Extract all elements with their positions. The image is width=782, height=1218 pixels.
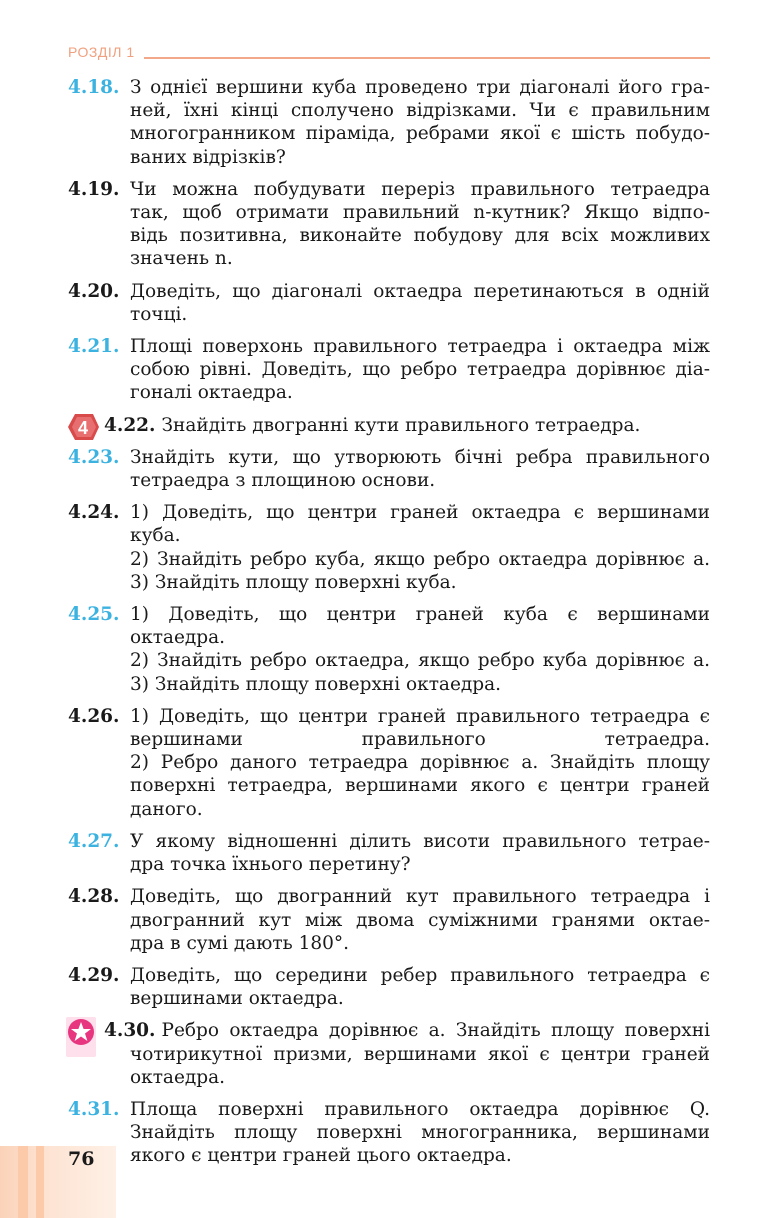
difficulty-level-icon — [66, 412, 100, 442]
text-line: 3) Знайдіть площу поверхні октаедра. — [130, 673, 502, 695]
problem-number: 4.18. — [68, 77, 120, 98]
problem-4-29 — [68, 964, 710, 1010]
problem-4-26 — [68, 705, 710, 821]
text-line: вершинами правильного тетраедра. — [130, 729, 710, 751]
text-line: 1) Доведіть, що центри граней куба є вершинами октаедра. — [130, 604, 710, 649]
problem-text — [130, 964, 710, 1010]
text-line: даного. — [130, 798, 203, 820]
problem-4-25 — [68, 603, 710, 696]
section-label: РОЗДІЛ 1 — [68, 44, 135, 60]
text-line: точці. — [130, 303, 188, 325]
problem-text — [130, 603, 710, 696]
problem-4-30 — [68, 1019, 710, 1089]
problem-text — [130, 280, 710, 326]
text-line: Знайдіть кути, що утворюють бічні ребра правильного — [130, 446, 710, 468]
problem-4-24 — [68, 501, 710, 594]
problem-text — [130, 885, 710, 955]
text-line: Доведіть, що двогранний кут правильного тетраедра і — [130, 886, 710, 908]
star-icon — [66, 1017, 96, 1057]
problem-text — [130, 830, 710, 876]
text-line — [104, 414, 710, 437]
header-rule — [144, 57, 710, 59]
problem-text — [130, 178, 710, 271]
text-line: 2) Знайдіть ребро куба, якщо ребро октаедра дорівнює a. — [130, 548, 710, 570]
problem-number: 4.22. — [104, 414, 156, 436]
problem-number: 4.31. — [68, 1098, 120, 1120]
problem-text — [104, 414, 710, 437]
text-line: ней, їхні кінці сполучено відрізками. Чи є правильним — [130, 100, 710, 122]
text-line: дра точка їхнього перетину? — [130, 854, 411, 876]
text-line: У якому відношенні ділить висоти правильного тетрае- — [130, 830, 710, 852]
text-line: 2) Знайдіть ребро октаедра, якщо ребро куба дорівнює a. — [130, 650, 710, 672]
problem-number: 4.24. — [68, 502, 120, 524]
problem-text — [130, 446, 710, 492]
problem-number: 4.25. — [68, 604, 120, 626]
problem-number: 4.19. — [68, 178, 120, 200]
problem-number: 4.21. — [68, 336, 120, 358]
problem-list — [68, 76, 710, 1177]
text-line: ваних відрізків? — [130, 146, 286, 168]
section-header — [68, 44, 710, 64]
text-line: вершинами октаедра. — [130, 988, 344, 1010]
problem-4-31 — [68, 1098, 710, 1168]
text-line: 3) Знайдіть площу поверхні куба. — [130, 571, 457, 593]
problem-number: 4.29. — [68, 964, 120, 986]
text-line: 2) Ребро даного тетраедра дорівнює a. Знайдіть площу — [130, 752, 710, 774]
text-line: многогранником піраміда, ребрами якої є шість побудо- — [130, 123, 710, 145]
problem-4-28 — [68, 885, 710, 955]
text-line: Знайдіть площу поверхні многогранника, вершинами — [130, 1122, 710, 1144]
page-corner-tab — [0, 1146, 116, 1218]
text-line: якого є центри граней цього октаедра. — [130, 1145, 512, 1167]
problem-text — [104, 1019, 710, 1089]
svg-text:4: 4 — [77, 417, 89, 438]
problem-number: 4.30. — [104, 1020, 156, 1042]
problem-4-22 — [68, 414, 710, 437]
problem-text — [130, 1098, 710, 1168]
text-line: 1) Доведіть, що центри граней правильного тетраедра є — [130, 705, 710, 727]
problem-number: 4.28. — [68, 886, 120, 908]
problem-text — [130, 705, 710, 821]
text-line: відь позитивна, виконайте побудову для всіх можливих — [130, 225, 710, 247]
text-line: 1) Доведіть, що центри граней октаедра є вершинами куба. — [130, 502, 710, 547]
problem-number: 4.26. — [68, 705, 120, 727]
text-fragment: Знайдіть двогранні кути правильного тетраедра. — [161, 414, 641, 436]
text-line: собою рівні. Доведіть, що ребро тетраедра дорівнює діа- — [130, 359, 710, 381]
text-line: З однієї вершини куба проведено три діагоналі його гра- — [130, 77, 710, 98]
text-line — [104, 1019, 710, 1042]
text-line: так, щоб отримати правильний n-кутник? Якщо відпо- — [130, 202, 710, 224]
text-line: Чи можна побудувати переріз правильного тетраедра — [130, 178, 710, 200]
problem-text — [130, 76, 710, 169]
problem-text — [130, 501, 710, 594]
problem-4-18 — [68, 76, 710, 169]
text-line: тетраедра з площиною основи. — [130, 470, 436, 492]
text-line: Площа поверхні правильного октаедра дорівнює Q. — [130, 1098, 710, 1120]
text-line: Доведіть, що середини ребер правильного тетраедра є — [130, 964, 710, 986]
problem-4-20 — [68, 280, 710, 326]
problem-number: 4.23. — [68, 446, 120, 468]
problem-4-27 — [68, 830, 710, 876]
problem-4-19 — [68, 178, 710, 271]
text-line: Площі поверхонь правильного тетраедра і октаедра між — [130, 336, 710, 358]
text-line: дра в сумі дають 180°. — [130, 932, 350, 954]
text-line: двогранний кут між двома суміжними гранями октае- — [130, 909, 710, 931]
text-line: гоналі октаедра. — [130, 382, 293, 404]
problem-4-21 — [68, 335, 710, 405]
text-line: поверхні тетраедра, вершинами якого є центри граней — [130, 775, 710, 797]
text-line: Доведіть, що діагоналі октаедра перетинаються в одній — [130, 280, 710, 302]
problem-number: 4.27. — [68, 830, 120, 852]
text-line: октаедра. — [130, 1066, 226, 1088]
text-line: чотирикутної призми, вершинами якої є центри граней — [130, 1043, 710, 1065]
text-line: значень n. — [130, 248, 233, 270]
problem-4-23 — [68, 446, 710, 492]
page-number: 76 — [68, 1148, 95, 1170]
problem-number: 4.20. — [68, 280, 120, 302]
text-fragment: Ребро октаедра дорівнює a. Знайдіть площу поверхні — [161, 1020, 710, 1042]
problem-text — [130, 335, 710, 405]
